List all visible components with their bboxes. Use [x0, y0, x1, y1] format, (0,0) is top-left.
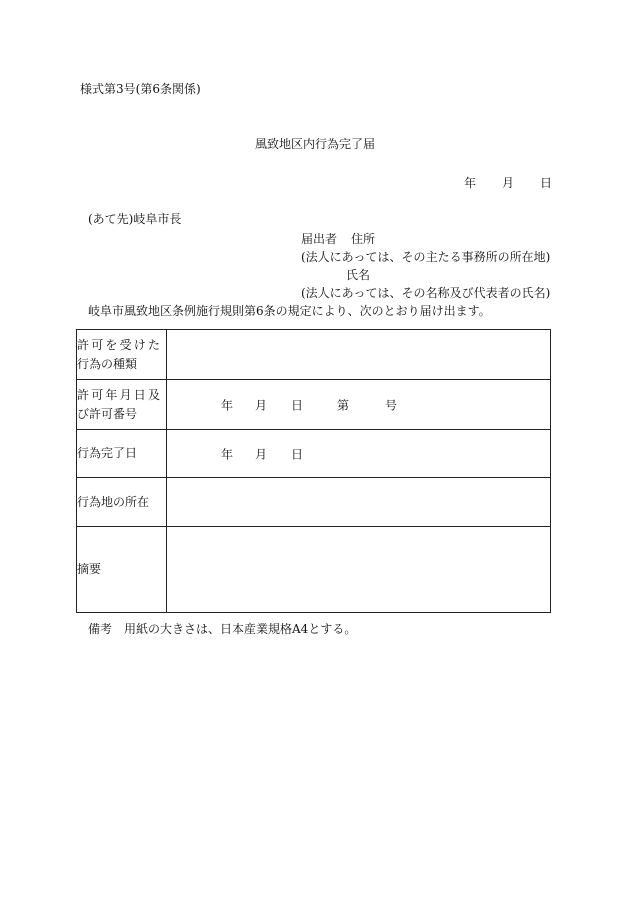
- table-row: [77, 527, 551, 613]
- address-label: 住所: [351, 232, 376, 246]
- label-permitted-act-type: [77, 330, 167, 380]
- submission-date: [464, 176, 552, 190]
- date-year-label: 年: [464, 176, 477, 190]
- notification-table: [76, 329, 551, 613]
- field-act-location[interactable]: [167, 478, 551, 527]
- name-label: 氏名: [346, 268, 371, 282]
- completion-month-label: 月: [255, 447, 268, 461]
- table-row: [77, 330, 551, 380]
- field-completion-date[interactable]: [167, 430, 551, 478]
- label-line: 行為の種類: [77, 356, 138, 371]
- table-row: [77, 430, 551, 478]
- label-line: び許可番号: [77, 406, 138, 421]
- date-day-label: 日: [540, 176, 553, 190]
- label-summary: [77, 527, 167, 613]
- form-number: 様式第3号(第6条関係): [80, 82, 201, 96]
- remarks: [88, 622, 356, 636]
- permit-day-label: 日: [291, 398, 304, 412]
- completion-year-label: 年: [221, 447, 234, 461]
- label-line: 摘要: [77, 562, 102, 576]
- label-line: 許可を受けた: [77, 337, 160, 352]
- label-act-location: [77, 478, 167, 527]
- field-permit-date-number[interactable]: [167, 380, 551, 430]
- remarks-label: 備考: [88, 622, 113, 636]
- field-permitted-act-type[interactable]: [167, 330, 551, 380]
- label-permit-date-number: [77, 380, 167, 430]
- permit-year-label: 年: [221, 398, 234, 412]
- table-row: [77, 478, 551, 527]
- page-title: 風致地区内行為完了届: [254, 137, 375, 151]
- label-line: 行為地の所在: [77, 494, 150, 509]
- table-row: [77, 380, 551, 430]
- permit-number-prefix: 第: [337, 398, 350, 412]
- notifier-label: 届出者: [301, 232, 338, 246]
- completion-day-label: 日: [291, 447, 304, 461]
- intro-statement: 岐阜市風致地区条例施行規則第6条の規定により、次のとおり届け出ます。: [88, 304, 491, 318]
- field-summary[interactable]: [167, 527, 551, 613]
- label-completion-date: [77, 430, 167, 478]
- label-line: 行為完了日: [77, 446, 138, 460]
- notifier-address-line: [301, 232, 375, 246]
- permit-number-suffix: 号: [385, 398, 398, 412]
- date-month-label: 月: [502, 176, 515, 190]
- name-note: (法人にあっては、その名称及び代表者の氏名): [301, 286, 551, 300]
- permit-month-label: 月: [255, 398, 268, 412]
- address-note: (法人にあっては、その主たる事務所の所在地): [301, 250, 551, 264]
- addressee: (あて先)岐阜市長: [88, 212, 182, 226]
- remarks-text: 用紙の大きさは、日本産業規格A4とする。: [124, 622, 357, 636]
- label-line: 許可年月日及: [77, 387, 160, 402]
